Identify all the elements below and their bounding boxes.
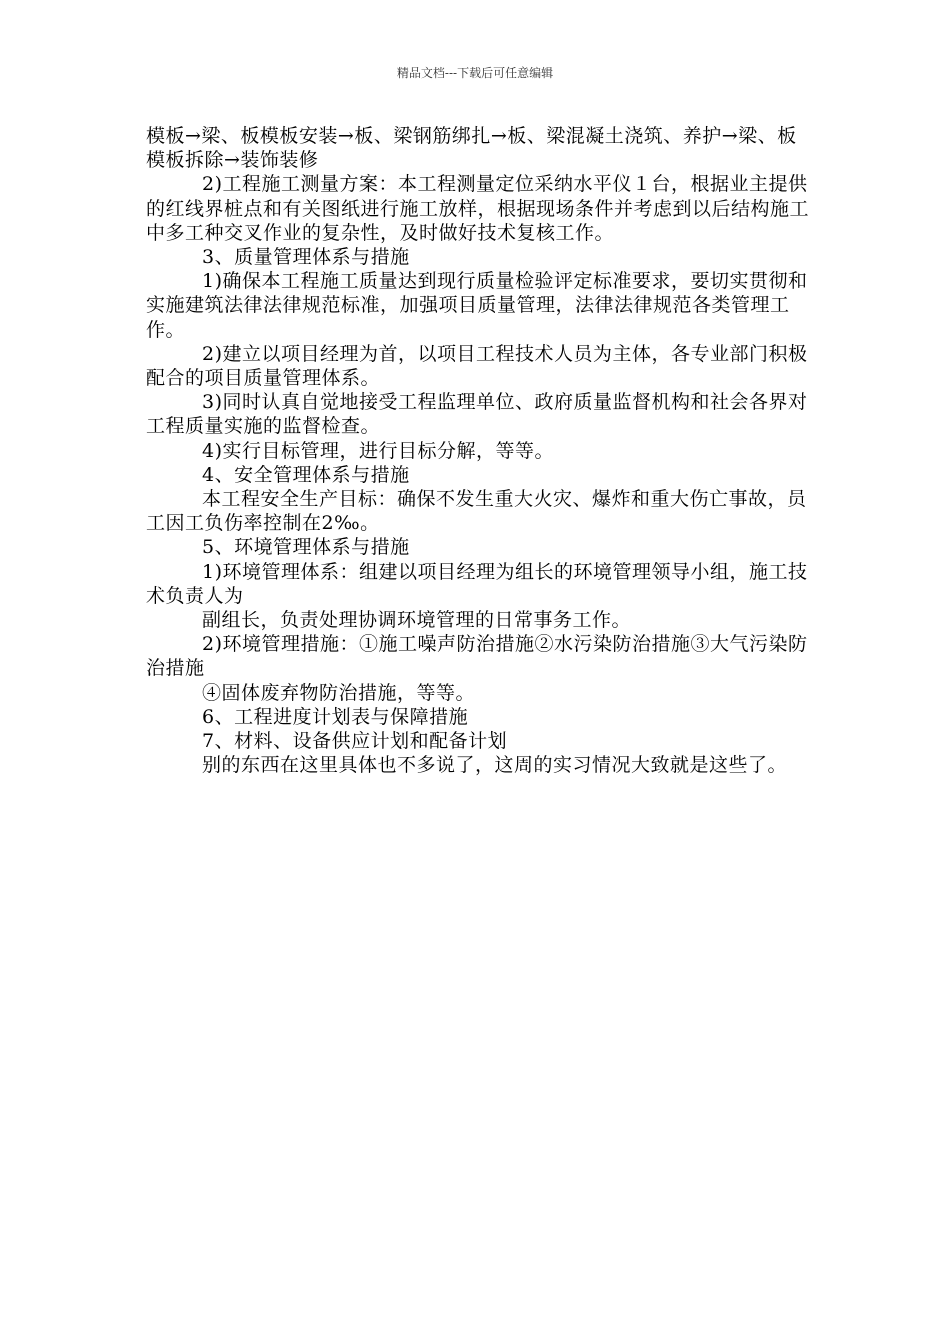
- paragraph-12: 副组长，负责处理协调环境管理的日常事务工作。: [202, 609, 632, 632]
- paragraph-11: 1)环境管理体系：组建以项目经理为组长的环境管理领导小组，施工技术负责人为: [146, 560, 808, 607]
- paragraph-6: 3)同时认真自觉地接受工程监理单位、政府质量监督机构和社会各界对工程质量实施的监督检查。: [146, 391, 808, 438]
- section-heading-7: 7、材料、设备供应计划和配备计划: [202, 730, 508, 753]
- document-body: [146, 124, 812, 777]
- paragraph-4: 1)确保本工程施工质量达到现行质量检验评定标准要求，要切实贯彻和实施建筑法律法律规范标准，加强项目质量管理，法律法律规范各类管理工作。: [146, 270, 808, 341]
- paragraph-7: 4)实行目标管理，进行目标分解，等等。: [202, 439, 555, 462]
- paragraph-1: 模板→梁、板模板安装→板、梁钢筋绑扎→板、梁混凝土浇筑、养护→梁、板模板拆除→装饰装修: [146, 125, 797, 172]
- paragraph-2: 2)工程施工测量方案：本工程测量定位采纳水平仪１台，根据业主提供的红线界桩点和有关图纸进行施工放样，根据现场条件并考虑到以后结构施工中多工种交叉作业的复杂性，及时做好技术复核工作。: [146, 173, 810, 244]
- paragraph-17: 别的东西在这里具体也不多说了，这周的实习情况大致就是这些了。: [202, 754, 788, 777]
- section-heading-5: 5、环境管理体系与措施: [202, 536, 410, 559]
- section-heading-6: 6、工程进度计划表与保障措施: [202, 705, 469, 728]
- paragraph-5: 2)建立以项目经理为首，以项目工程技术人员为主体，各专业部门积极配合的项目质量管理体系。: [146, 342, 808, 390]
- paragraph-9: 本工程安全生产目标：确保不发生重大火灾、爆炸和重大伤亡事故，员工因工负伤率控制在2‰。: [146, 488, 807, 535]
- page-header: 精品文档---下载后可任意编辑: [396, 66, 554, 80]
- paragraph-13: 2)环境管理措施：①施工噪声防治措施②水污染防治措施③大气污染防治措施: [146, 633, 808, 680]
- section-heading-4: 4、安全管理体系与措施: [202, 463, 410, 486]
- paragraph-14: ④固体废弃物防治措施，等等。: [202, 681, 476, 704]
- section-heading-3: 3、质量管理体系与措施: [202, 246, 410, 269]
